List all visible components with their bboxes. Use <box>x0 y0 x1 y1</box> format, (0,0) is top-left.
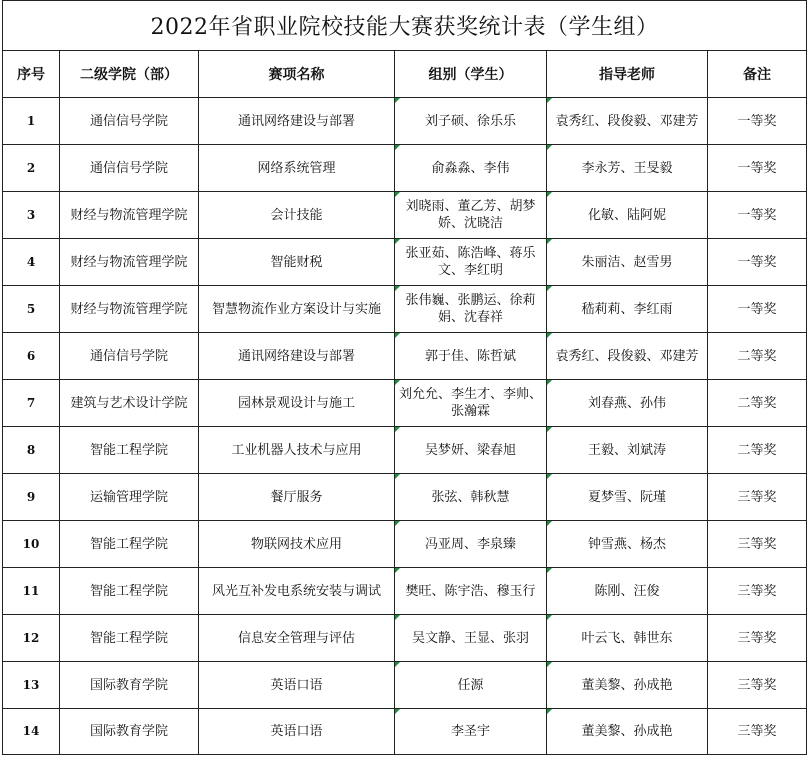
cell-teachers[interactable]: 叶云飞、韩世东 <box>547 615 708 662</box>
table-row <box>3 333 807 380</box>
header-cell-students[interactable]: 组别（学生） <box>395 51 547 98</box>
cell-teachers[interactable]: 钟雪燕、杨杰 <box>547 521 708 568</box>
cell-index[interactable]: 5 <box>3 286 60 333</box>
cell-event[interactable]: 通讯网络建设与部署 <box>199 333 395 380</box>
header-cell-event[interactable]: 赛项名称 <box>199 51 395 98</box>
table-row <box>3 709 807 755</box>
cell-teachers[interactable]: 化敏、陆阿妮 <box>547 192 708 239</box>
cell-college[interactable]: 运输管理学院 <box>60 474 199 521</box>
cell-teachers[interactable]: 嵇莉莉、李红雨 <box>547 286 708 333</box>
cell-event[interactable]: 通讯网络建设与部署 <box>199 98 395 145</box>
cell-students[interactable]: 俞淼淼、李伟 <box>395 145 547 192</box>
header-cell-index[interactable]: 序号 <box>3 51 60 98</box>
cell-college[interactable]: 国际教育学院 <box>60 709 199 755</box>
cell-college[interactable]: 财经与物流管理学院 <box>60 239 199 286</box>
cell-students[interactable]: 刘晓雨、董乙芳、胡梦娇、沈晓洁 <box>395 192 547 239</box>
table-row <box>3 474 807 521</box>
cell-event[interactable]: 工业机器人技术与应用 <box>199 427 395 474</box>
table-row <box>3 662 807 709</box>
table-row <box>3 568 807 615</box>
cell-remark[interactable]: 一等奖 <box>708 192 807 239</box>
cell-students[interactable]: 张亚茹、陈浩峰、蒋乐文、李红明 <box>395 239 547 286</box>
cell-students[interactable]: 吴文静、王显、张羽 <box>395 615 547 662</box>
cell-college[interactable]: 通信信号学院 <box>60 98 199 145</box>
cell-students[interactable]: 樊旺、陈宇浩、穆玉行 <box>395 568 547 615</box>
cell-remark[interactable]: 三等奖 <box>708 615 807 662</box>
cell-college[interactable]: 智能工程学院 <box>60 615 199 662</box>
cell-students[interactable]: 郭于佳、陈哲斌 <box>395 333 547 380</box>
cell-event[interactable]: 园林景观设计与施工 <box>199 380 395 427</box>
table-row <box>3 239 807 286</box>
cell-index[interactable]: 10 <box>3 521 60 568</box>
cell-event[interactable]: 英语口语 <box>199 709 395 755</box>
cell-event[interactable]: 网络系统管理 <box>199 145 395 192</box>
cell-students[interactable]: 张伟巍、张鹏运、徐莉娟、沈春祥 <box>395 286 547 333</box>
cell-teachers[interactable]: 夏梦雪、阮瑾 <box>547 474 708 521</box>
cell-event[interactable]: 物联网技术应用 <box>199 521 395 568</box>
cell-index[interactable]: 2 <box>3 145 60 192</box>
table-row <box>3 615 807 662</box>
cell-remark[interactable]: 一等奖 <box>708 286 807 333</box>
cell-remark[interactable]: 一等奖 <box>708 145 807 192</box>
cell-index[interactable]: 11 <box>3 568 60 615</box>
table-row <box>3 521 807 568</box>
header-row <box>3 51 807 98</box>
cell-remark[interactable]: 三等奖 <box>708 662 807 709</box>
cell-teachers[interactable]: 刘春燕、孙伟 <box>547 380 708 427</box>
cell-remark[interactable]: 二等奖 <box>708 427 807 474</box>
cell-remark[interactable]: 三等奖 <box>708 474 807 521</box>
cell-event[interactable]: 智能财税 <box>199 239 395 286</box>
cell-index[interactable]: 9 <box>3 474 60 521</box>
cell-college[interactable]: 财经与物流管理学院 <box>60 192 199 239</box>
cell-index[interactable]: 7 <box>3 380 60 427</box>
cell-remark[interactable]: 三等奖 <box>708 521 807 568</box>
cell-teachers[interactable]: 陈刚、汪俊 <box>547 568 708 615</box>
cell-index[interactable]: 13 <box>3 662 60 709</box>
cell-teachers[interactable]: 董美黎、孙成艳 <box>547 709 708 755</box>
table-row <box>3 145 807 192</box>
award-statistics-sheet <box>2 0 806 755</box>
cell-event[interactable]: 风光互补发电系统安装与调试 <box>199 568 395 615</box>
cell-teachers[interactable]: 李永芳、王旻毅 <box>547 145 708 192</box>
cell-teachers[interactable]: 袁秀红、段俊毅、邓建芳 <box>547 333 708 380</box>
cell-event[interactable]: 信息安全管理与评估 <box>199 615 395 662</box>
table-row <box>3 192 807 239</box>
cell-event[interactable]: 餐厅服务 <box>199 474 395 521</box>
cell-college[interactable]: 国际教育学院 <box>60 662 199 709</box>
cell-remark[interactable]: 三等奖 <box>708 568 807 615</box>
cell-students[interactable]: 冯亚周、李泉臻 <box>395 521 547 568</box>
page-title[interactable]: 2022年省职业院校技能大赛获奖统计表（学生组） <box>3 1 807 51</box>
cell-remark[interactable]: 一等奖 <box>708 98 807 145</box>
cell-remark[interactable]: 二等奖 <box>708 380 807 427</box>
cell-college[interactable]: 财经与物流管理学院 <box>60 286 199 333</box>
cell-college[interactable]: 通信信号学院 <box>60 333 199 380</box>
cell-index[interactable]: 12 <box>3 615 60 662</box>
cell-students[interactable]: 刘允允、李生才、李帅、张瀚霖 <box>395 380 547 427</box>
cell-teachers[interactable]: 王毅、刘斌涛 <box>547 427 708 474</box>
header-cell-remark[interactable]: 备注 <box>708 51 807 98</box>
table-row <box>3 98 807 145</box>
cell-college[interactable]: 智能工程学院 <box>60 521 199 568</box>
cell-remark[interactable]: 二等奖 <box>708 333 807 380</box>
cell-index[interactable]: 14 <box>3 709 60 755</box>
cell-event[interactable]: 智慧物流作业方案设计与实施 <box>199 286 395 333</box>
cell-event[interactable]: 英语口语 <box>199 662 395 709</box>
cell-teachers[interactable]: 朱丽洁、赵雪男 <box>547 239 708 286</box>
cell-students[interactable]: 任源 <box>395 662 547 709</box>
cell-index[interactable]: 3 <box>3 192 60 239</box>
cell-index[interactable]: 6 <box>3 333 60 380</box>
cell-remark[interactable]: 三等奖 <box>708 709 807 755</box>
header-cell-teachers[interactable]: 指导老师 <box>547 51 708 98</box>
cell-college[interactable]: 通信信号学院 <box>60 145 199 192</box>
cell-college[interactable]: 智能工程学院 <box>60 427 199 474</box>
table-row <box>3 380 807 427</box>
cell-teachers[interactable]: 袁秀红、段俊毅、邓建芳 <box>547 98 708 145</box>
header-cell-college[interactable]: 二级学院（部） <box>60 51 199 98</box>
award-table <box>2 0 807 755</box>
cell-remark[interactable]: 一等奖 <box>708 239 807 286</box>
cell-students[interactable]: 吴梦妍、梁春旭 <box>395 427 547 474</box>
cell-teachers[interactable]: 董美黎、孙成艳 <box>547 662 708 709</box>
cell-index[interactable]: 8 <box>3 427 60 474</box>
cell-index[interactable]: 1 <box>3 98 60 145</box>
cell-college[interactable]: 智能工程学院 <box>60 568 199 615</box>
table-row <box>3 286 807 333</box>
cell-index[interactable]: 4 <box>3 239 60 286</box>
cell-students[interactable]: 刘子硕、徐乐乐 <box>395 98 547 145</box>
cell-college[interactable]: 建筑与艺术设计学院 <box>60 380 199 427</box>
cell-event[interactable]: 会计技能 <box>199 192 395 239</box>
cell-students[interactable]: 张弦、韩秋慧 <box>395 474 547 521</box>
cell-students[interactable]: 李圣宇 <box>395 709 547 755</box>
table-row <box>3 427 807 474</box>
